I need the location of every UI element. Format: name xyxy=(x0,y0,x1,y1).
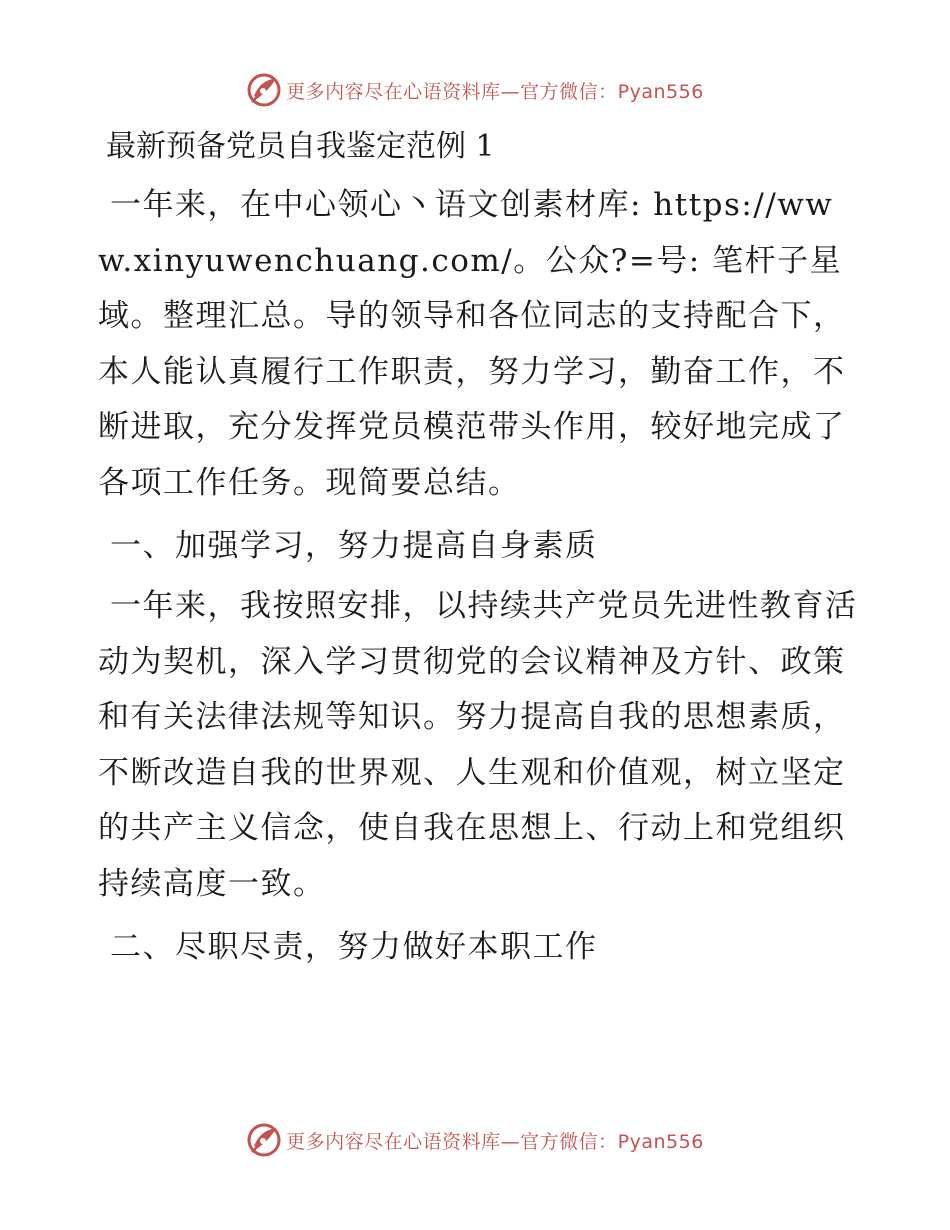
wechat-id: Pyan556 xyxy=(617,80,704,103)
footer-banner xyxy=(0,1120,950,1160)
paragraph-intro: 一年来，在中心领心丶语文创素材库: https://www.xinyuwenchuang.com/。公众?=号: 笔杆子星域。整理汇总。导的领导和各位同志的支持配合下，本人能认真履行工作职责，努力学习，勤奋工作，不断进取，充分发挥党员模范带头作用，较好地完成了各项工作任务。现简要总结。 xyxy=(98,187,846,501)
document-body xyxy=(98,118,858,980)
header-banner xyxy=(0,70,950,110)
paragraph-study: 一年来，我按照安排，以持续共产党员先进性教育活动为契机，深入学习贯彻党的会议精神及方针、政策和有关法律法规等知识。努力提高自我的思想素质，不断改造自我的世界观、人生观和价值观，树立坚定的共产主义信念，使自我在思想上、行动上和党组织持续高度一致。 xyxy=(98,588,858,902)
pen-nib-logo-icon xyxy=(246,72,282,108)
document-title: 最新预备党员自我鉴定范例 1 xyxy=(106,129,495,164)
pen-nib-logo-icon xyxy=(246,1122,282,1158)
section-heading-1: 一、加强学习，努力提高自身素质 xyxy=(110,528,598,564)
banner-text: 更多内容尽在心语资料库—官方微信：Pyan556 xyxy=(286,80,704,103)
banner-text: 更多内容尽在心语资料库—官方微信：Pyan556 xyxy=(286,1130,704,1153)
wechat-id: Pyan556 xyxy=(617,1130,704,1153)
section-heading-2: 二、尽职尽责，努力做好本职工作 xyxy=(110,929,598,965)
